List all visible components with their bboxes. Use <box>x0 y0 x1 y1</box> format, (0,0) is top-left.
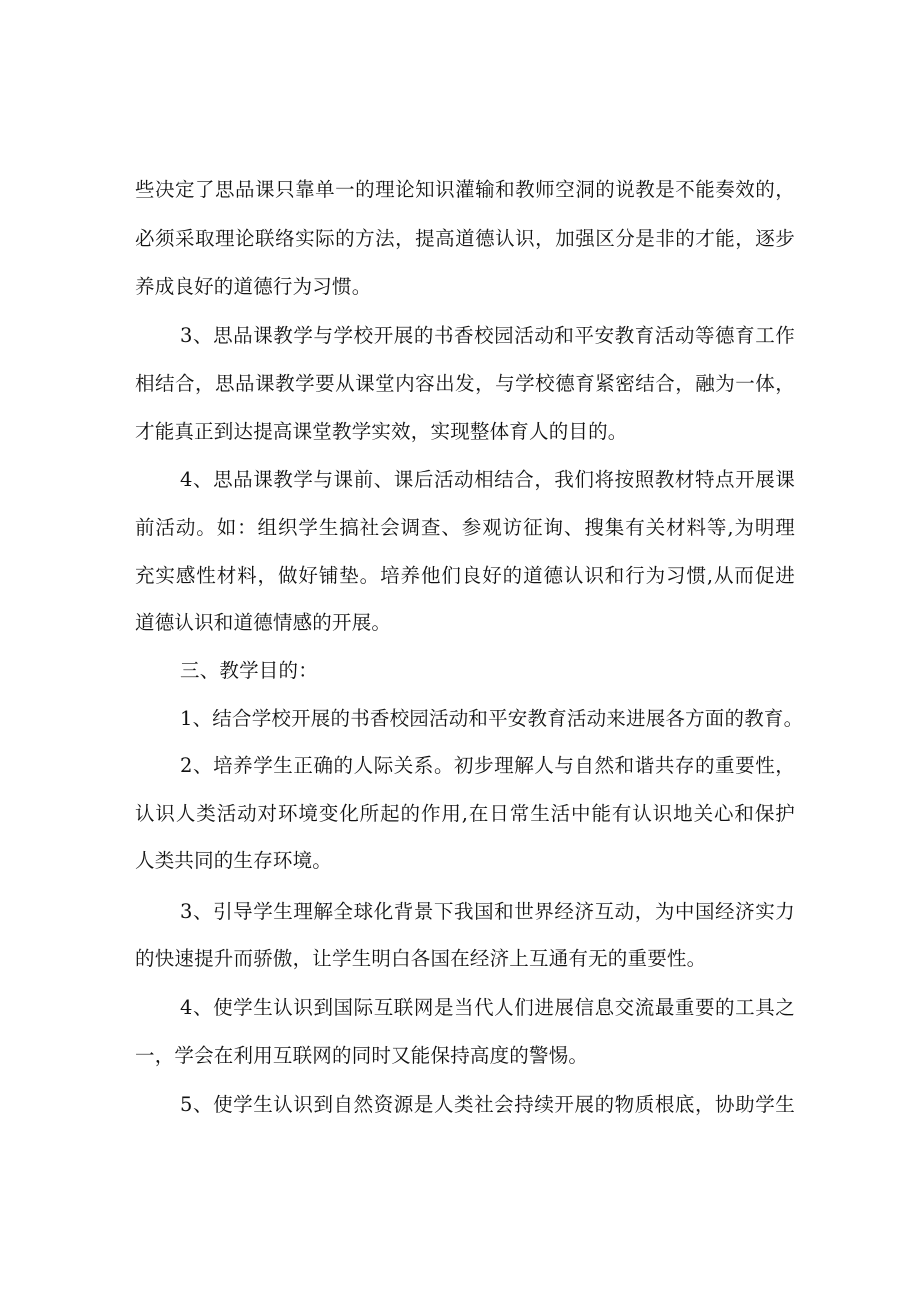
paragraph-line: 4、思品课教学与课前、课后活动相结合，我们将按照教材特点开展课 <box>180 468 795 491</box>
paragraph-line: 认识人类活动对环境变化所起的作用,在日常生活中能有认识地关心和保护 <box>135 802 795 825</box>
paragraph-line: 才能真正到达提高课堂教学实效，实现整体育人的目的。 <box>135 420 628 443</box>
paragraph-line: 5、使学生认识到自然资源是人类社会持续开展的物质根底，协助学生 <box>180 1093 795 1116</box>
paragraph-line: 道德认识和道德情感的开展。 <box>135 611 392 634</box>
paragraph-line: 4、使学生认识到国际互联网是当代人们进展信息交流最重要的工具之 <box>180 996 795 1019</box>
paragraph-line: 人类共同的生存环境。 <box>135 849 333 872</box>
paragraph-line: 2、培养学生正确的人际关系。初步理解人与自然和谐共存的重要性， <box>180 754 795 777</box>
paragraph-line: 1、结合学校开展的书香校园活动和平安教育活动来进展各方面的教育。 <box>180 707 804 730</box>
paragraph-line: 养成良好的道德行为习惯。 <box>135 275 372 298</box>
paragraph-line: 相结合，思品课教学要从课堂内容出发，与学校德育紧密结合，融为一体， <box>135 372 795 395</box>
paragraph-line: 的快速提升而骄傲，让学生明白各国在经济上互通有无的重要性。 <box>135 947 707 970</box>
paragraph-line: 一，学会在利用互联网的同时又能保持高度的警惕。 <box>135 1044 589 1067</box>
paragraph-line: 前活动。如：组织学生搞社会调查、参观访征询、搜集有关材料等,为明理 <box>135 516 795 539</box>
paragraph-line: 充实感性材料，做好铺垫。培养他们良好的道德认识和行为习惯,从而促进 <box>135 564 795 587</box>
paragraph-line: 3、引导学生理解全球化背景下我国和世界经济互动，为中国经济实力 <box>180 900 795 923</box>
paragraph-line: 必须采取理论联络实际的方法，提高道德认识，加强区分是非的才能，逐步 <box>135 227 795 250</box>
section-heading: 三、教学目的： <box>180 659 318 682</box>
paragraph-line: 些决定了思品课只靠单一的理论知识灌输和教师空洞的说教是不能奏效的， <box>135 178 795 201</box>
paragraph-line: 3、思品课教学与学校开展的书香校园活动和平安教育活动等德育工作 <box>180 324 795 347</box>
